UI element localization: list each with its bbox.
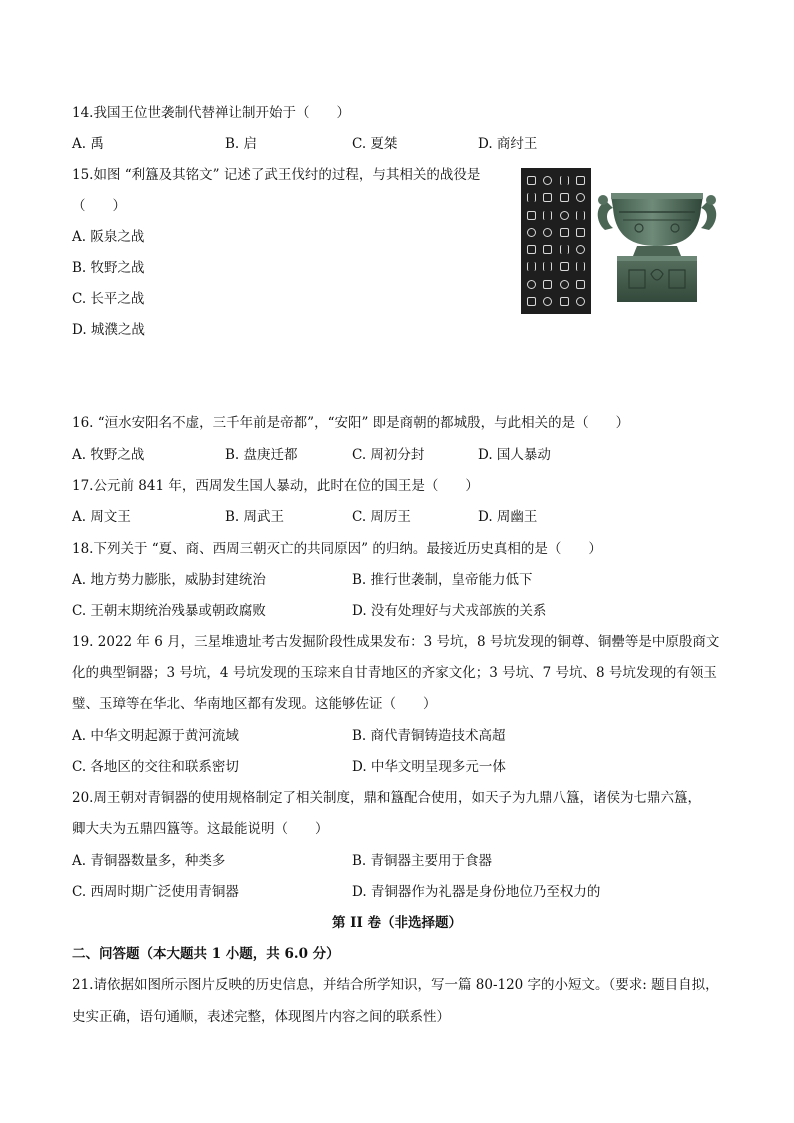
q18-option-a[interactable]: A. 地方势力膨胀，威胁封建统治 — [72, 572, 266, 588]
q16-option-d[interactable]: D. 国人暴动 — [478, 447, 551, 463]
q18-option-b[interactable]: B. 推行世袭制，皇帝能力低下 — [352, 572, 533, 588]
q20-option-a[interactable]: A. 青铜器数量多，种类多 — [72, 853, 226, 869]
question-21-stem-line-2: 史实正确，语句通顺，表述完整，体现图片内容之间的联系性） — [72, 1009, 450, 1025]
q16-option-b[interactable]: B. 盘庚迁都 — [225, 447, 298, 463]
q19-option-b[interactable]: B. 商代青铜铸造技术高超 — [352, 728, 506, 744]
q14-option-b[interactable]: B. 启 — [225, 136, 258, 152]
q15-option-c[interactable]: C. 长平之战 — [72, 291, 145, 307]
question-17-stem: 17.公元前 841 年，西周发生国人暴动，此时在位的国王是（ ） — [72, 478, 479, 494]
q14-option-c[interactable]: C. 夏桀 — [352, 136, 398, 152]
q18-option-d[interactable]: D. 没有处理好与犬戎部族的关系 — [352, 603, 547, 619]
q16-option-a[interactable]: A. 牧野之战 — [72, 447, 145, 463]
q17-option-d[interactable]: D. 周幽王 — [478, 509, 538, 525]
li-gui-figure — [521, 168, 721, 314]
q19-option-d[interactable]: D. 中华文明呈现多元一体 — [352, 759, 506, 775]
section-2-heading: 二、问答题（本大题共 1 小题，共 6.0 分） — [72, 946, 340, 962]
question-16-stem: 16. “洹水安阳名不虚，三千年前是帝都”，“安阳” 即是商朝的都城殷，与此相关的是（ ） — [72, 415, 630, 431]
question-14-stem: 14.我国王位世袭制代替禅让制开始于（ ） — [72, 105, 350, 121]
question-19-stem-line-1: 19. 2022 年 6 月，三星堆遗址考古发掘阶段性成果发布：3 号坑，8 号坑发现的铜尊、铜罍等是中原殷商文 — [72, 634, 720, 650]
question-20-stem-line-1: 20.周王朝对青铜器的使用规格制定了相关制度，鼎和簋配合使用，如天子为九鼎八簋，诸侯为七鼎六簋， — [72, 790, 701, 806]
inscription-rubbing-image — [521, 168, 591, 314]
q16-option-c[interactable]: C. 周初分封 — [352, 447, 425, 463]
question-15-stem: 15.如图 “利簋及其铭文” 记述了武王伐纣的过程，与其相关的战役是 — [72, 167, 481, 183]
q17-option-c[interactable]: C. 周厉王 — [352, 509, 411, 525]
q19-option-a[interactable]: A. 中华文明起源于黄河流域 — [72, 728, 239, 744]
q17-option-b[interactable]: B. 周武王 — [225, 509, 285, 525]
q20-option-d[interactable]: D. 青铜器作为礼器是身份地位乃至权力的 — [352, 884, 601, 900]
q15-option-b[interactable]: B. 牧野之战 — [72, 260, 145, 276]
bronze-gui-vessel-image — [593, 178, 721, 306]
question-15-stem-cont: （ ） — [72, 198, 126, 214]
q14-option-d[interactable]: D. 商纣王 — [478, 136, 538, 152]
part-2-title: 第 II 卷（非选择题） — [331, 915, 463, 931]
question-21-stem-line-1: 21.请依据如图所示图片反映的历史信息，并结合所学知识，写一篇 80-120 字的小短文。（要求: 题目自拟， — [72, 977, 719, 993]
question-19-stem-line-2: 化的典型铜器；3 号坑，4 号坑发现的玉琮来自甘青地区的齐家文化；3 号坑、7 号坑、8 号坑发现的有领玉 — [72, 665, 717, 681]
q20-option-b[interactable]: B. 青铜器主要用于食器 — [352, 853, 493, 869]
q15-option-d[interactable]: D. 城濮之战 — [72, 322, 145, 338]
question-19-stem-line-3: 璧、玉璋等在华北、华南地区都有发现。这能够佐证（ ） — [72, 696, 437, 712]
q19-option-c[interactable]: C. 各地区的交往和联系密切 — [72, 759, 239, 775]
q18-option-c[interactable]: C. 王朝末期统治残暴或朝政腐败 — [72, 603, 266, 619]
q17-option-a[interactable]: A. 周文王 — [72, 509, 131, 525]
q14-option-a[interactable]: A. 禹 — [72, 136, 104, 152]
question-20-stem-line-2: 卿大夫为五鼎四簋等。这最能说明（ ） — [72, 821, 329, 837]
q20-option-c[interactable]: C. 西周时期广泛使用青铜器 — [72, 884, 239, 900]
question-18-stem: 18.下列关于 “夏、商、西周三朝灭亡的共同原因” 的归纳。最接近历史真相的是（ ） — [72, 541, 602, 557]
q15-option-a[interactable]: A. 阪泉之战 — [72, 229, 145, 245]
